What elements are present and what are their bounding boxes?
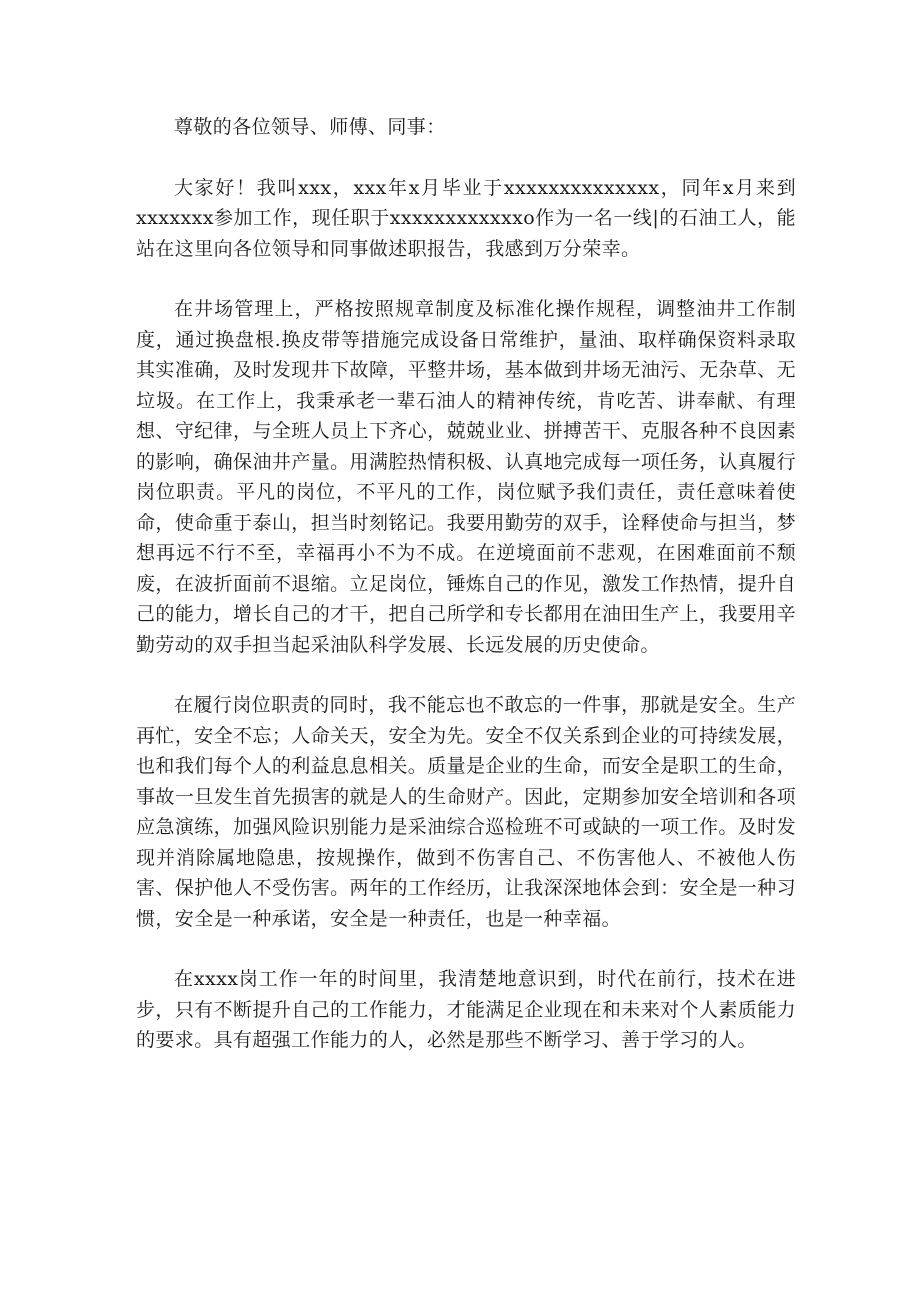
greeting: 尊敬的各位领导、师傅、同事： — [174, 116, 446, 138]
paragraph-wellsite-management: 在井场管理上，严格按照规章制度及标准化操作规程，调整油井工作制度，通过换盘根.换皮带等措施完成设备日常维护，量油、取样确保资料录取其实准确，及时发现井下故障，平整井场，基本做到井场无油污、无杂草、无垃圾。在工作上，我秉承老一辈石油人的精神传统，肯吃苦、讲奉献、有理想、守纪律，与全班人员上下齐心，兢兢业业、拼搏苦干、克服各种不良因素的影响，确保油井产量。用满腔热情积极、认真地完成每一项任务，认真履行岗位职责。平凡的岗位，不平凡的工作，岗位赋予我们责任，责任意味着使命，使命重于泰山，担当时刻铭记。我要用勤劳的双手，诠释使命与担当，梦想再远不行不至，幸福再小不为不成。在逆境面前不悲观，在困难面前不颓废，在波折面前不退缩。立足岗位，锤炼自己的作见，激发工作热情，提升自己的能力，增长自己的才干，把自己所学和专长都用在油田生产上，我要用辛勤劳动的双手担当起采油队科学发展、长远发展的历史使命。 — [136, 298, 796, 656]
document-body — [136, 112, 796, 1056]
paragraph-safety: 在履行岗位职责的同时，我不能忘也不敢忘的一件事，那就是安全。生产再忙，安全不忘；人命关天，安全为先。安全不仅关系到企业的可持续发展，也和我们每个人的利益息息相关。质量是企业的生命，而安全是职工的生命，事故一旦发生首先损害的就是人的生命财产。因此，定期参加安全培训和各项应急演练，加强风险识别能力是采油综合巡检班不可或缺的一项工作。及时发现并消除属地隐患，按规操作，做到不伤害自己、不伤害他人、不被他人伤害、保护他人不受伤害。两年的工作经历，让我深深地体会到：安全是一种习惯，安全是一种承诺，安全是一种责任，也是一种幸福。 — [136, 694, 796, 930]
paragraph-introduction: 大家好！我叫xxx，xxx年x月毕业于xxxxxxxxxxxxxx，同年x月来到xxxxxxx参加工作，现任职于xxxxxxxxxxxxo作为一名一线|的石油工人，能站在这里向各位领导和同事做述职报告，我感到万分荣幸。 — [136, 176, 796, 260]
paragraph-learning: 在xxxx岗工作一年的时间里，我清楚地意识到，时代在前行，技术在进步，只有不断提升自己的工作能力，才能满足企业现在和未来对个人素质能力的要求。具有超强工作能力的人，必然是那些不断学习、善于学习的人。 — [136, 968, 796, 1051]
